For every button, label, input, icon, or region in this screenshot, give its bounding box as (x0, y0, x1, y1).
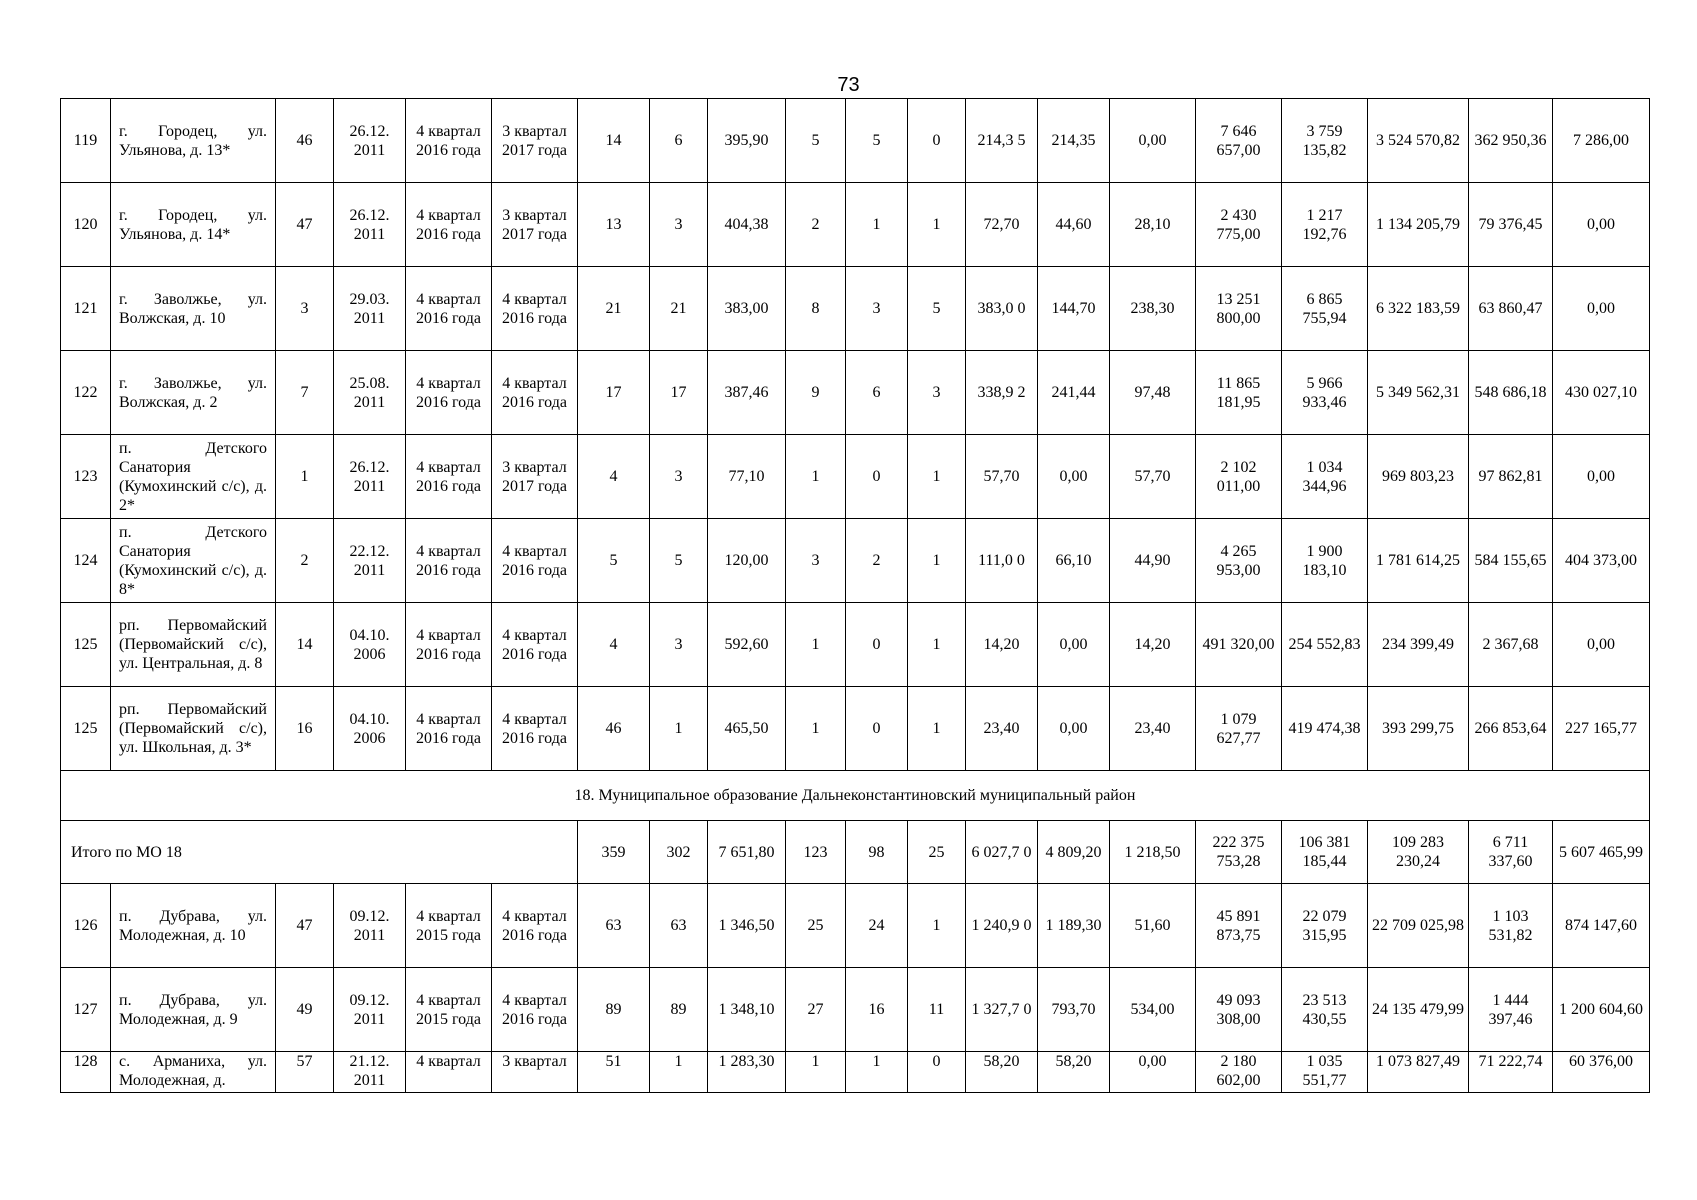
col-4-cell: 25 (786, 884, 846, 968)
doc-date-cell: 26.12. 2011 (334, 99, 406, 183)
col-14-cell: 0,00 (1553, 603, 1650, 687)
col-3-cell: 1 283,30 (708, 1052, 786, 1093)
total-col-1-cell: 359 (578, 821, 650, 884)
col-12-cell: 5 349 562,31 (1368, 351, 1469, 435)
doc-date-cell: 04.10. 2006 (334, 603, 406, 687)
col-11-cell: 1 035 551,77 (1282, 1052, 1368, 1093)
table-row (61, 968, 1650, 1052)
col-1-cell: 4 (578, 603, 650, 687)
col-9-cell: 534,00 (1110, 968, 1196, 1052)
col-12-cell: 3 524 570,82 (1368, 99, 1469, 183)
col-11-cell: 419 474,38 (1282, 687, 1368, 771)
col-11-cell: 5 966 933,46 (1282, 351, 1368, 435)
col-4-cell: 27 (786, 968, 846, 1052)
col-8-cell: 0,00 (1038, 687, 1110, 771)
col-6-cell: 1 (908, 183, 966, 267)
doc-number-cell: 57 (276, 1052, 334, 1093)
col-6-cell: 1 (908, 603, 966, 687)
doc-number-cell: 46 (276, 99, 334, 183)
col-2-cell: 6 (650, 99, 708, 183)
col-9-cell: 57,70 (1110, 435, 1196, 519)
col-7-cell: 72,70 (966, 183, 1038, 267)
col-11-cell: 6 865 755,94 (1282, 267, 1368, 351)
col-10-cell: 4 265 953,00 (1196, 519, 1282, 603)
total-col-2-cell: 302 (650, 821, 708, 884)
col-10-cell: 49 093 308,00 (1196, 968, 1282, 1052)
col-7-cell: 23,40 (966, 687, 1038, 771)
row-number-cell: 121 (61, 267, 111, 351)
total-row (61, 821, 1650, 884)
col-8-cell: 0,00 (1038, 435, 1110, 519)
plan-start-cell: 4 квартал 2016 года (406, 435, 492, 519)
col-10-cell: 491 320,00 (1196, 603, 1282, 687)
col-6-cell: 3 (908, 351, 966, 435)
doc-number-cell: 1 (276, 435, 334, 519)
col-11-cell: 23 513 430,55 (1282, 968, 1368, 1052)
col-9-cell: 14,20 (1110, 603, 1196, 687)
col-14-cell: 404 373,00 (1553, 519, 1650, 603)
row-number-cell: 128 (61, 1052, 111, 1093)
total-col-12-cell: 109 283 230,24 (1368, 821, 1469, 884)
col-8-cell: 241,44 (1038, 351, 1110, 435)
col-11-cell: 1 217 192,76 (1282, 183, 1368, 267)
plan-start-cell: 4 квартал 2016 года (406, 687, 492, 771)
address-cell: рп. Первомайский (Первомайский с/с), ул. Школьная, д. 3* (111, 687, 276, 771)
row-number-cell: 126 (61, 884, 111, 968)
col-10-cell: 2 430 775,00 (1196, 183, 1282, 267)
plan-start-cell: 4 квартал 2016 года (406, 267, 492, 351)
col-3-cell: 77,10 (708, 435, 786, 519)
col-3-cell: 383,00 (708, 267, 786, 351)
doc-date-cell: 29.03. 2011 (334, 267, 406, 351)
total-col-10-cell: 222 375 753,28 (1196, 821, 1282, 884)
col-4-cell: 2 (786, 183, 846, 267)
col-5-cell: 2 (846, 519, 908, 603)
plan-end-cell: 4 квартал 2016 года (492, 968, 578, 1052)
col-7-cell: 1 327,7 0 (966, 968, 1038, 1052)
total-label: Итого по МО 18 (61, 821, 578, 884)
plan-end-cell: 3 квартал 2017 года (492, 435, 578, 519)
col-1-cell: 5 (578, 519, 650, 603)
col-4-cell: 1 (786, 687, 846, 771)
address-cell: г. Заволжье, ул. Волжская, д. 10 (111, 267, 276, 351)
col-8-cell: 793,70 (1038, 968, 1110, 1052)
plan-start-cell: 4 квартал 2016 года (406, 603, 492, 687)
col-2-cell: 1 (650, 687, 708, 771)
doc-number-cell: 47 (276, 183, 334, 267)
col-14-cell: 0,00 (1553, 183, 1650, 267)
doc-date-cell: 26.12. 2011 (334, 435, 406, 519)
col-3-cell: 592,60 (708, 603, 786, 687)
col-5-cell: 0 (846, 435, 908, 519)
col-8-cell: 44,60 (1038, 183, 1110, 267)
col-7-cell: 383,0 0 (966, 267, 1038, 351)
col-5-cell: 24 (846, 884, 908, 968)
total-col-8-cell: 4 809,20 (1038, 821, 1110, 884)
doc-date-cell: 09.12. 2011 (334, 968, 406, 1052)
col-5-cell: 5 (846, 99, 908, 183)
plan-start-cell: 4 квартал 2016 года (406, 351, 492, 435)
table-row (61, 435, 1650, 519)
col-1-cell: 51 (578, 1052, 650, 1093)
col-6-cell: 0 (908, 1052, 966, 1093)
col-14-cell: 7 286,00 (1553, 99, 1650, 183)
plan-start-cell: 4 квартал 2016 года (406, 519, 492, 603)
plan-start-cell: 4 квартал 2016 года (406, 99, 492, 183)
row-number-cell: 124 (61, 519, 111, 603)
col-2-cell: 1 (650, 1052, 708, 1093)
col-14-cell: 60 376,00 (1553, 1052, 1650, 1093)
address-cell: г. Городец, ул. Ульянова, д. 13* (111, 99, 276, 183)
col-9-cell: 23,40 (1110, 687, 1196, 771)
total-col-11-cell: 106 381 185,44 (1282, 821, 1368, 884)
address-cell: г. Городец, ул. Ульянова, д. 14* (111, 183, 276, 267)
doc-number-cell: 7 (276, 351, 334, 435)
col-5-cell: 3 (846, 267, 908, 351)
col-11-cell: 22 079 315,95 (1282, 884, 1368, 968)
address-cell: п. Детского Санатория (Кумохинский с/с), д. 2* (111, 435, 276, 519)
col-5-cell: 16 (846, 968, 908, 1052)
col-2-cell: 63 (650, 884, 708, 968)
col-5-cell: 0 (846, 603, 908, 687)
total-col-3-cell: 7 651,80 (708, 821, 786, 884)
col-6-cell: 0 (908, 99, 966, 183)
col-12-cell: 6 322 183,59 (1368, 267, 1469, 351)
doc-number-cell: 14 (276, 603, 334, 687)
address-cell: п. Детского Санатория (Кумохинский с/с), д. 8* (111, 519, 276, 603)
col-13-cell: 71 222,74 (1469, 1052, 1553, 1093)
col-12-cell: 1 073 827,49 (1368, 1052, 1469, 1093)
plan-end-cell: 4 квартал 2016 года (492, 267, 578, 351)
doc-number-cell: 49 (276, 968, 334, 1052)
col-12-cell: 1 134 205,79 (1368, 183, 1469, 267)
col-13-cell: 63 860,47 (1469, 267, 1553, 351)
row-number-cell: 127 (61, 968, 111, 1052)
col-4-cell: 1 (786, 603, 846, 687)
col-13-cell: 548 686,18 (1469, 351, 1553, 435)
table-row (61, 603, 1650, 687)
col-4-cell: 1 (786, 1052, 846, 1093)
col-1-cell: 13 (578, 183, 650, 267)
col-11-cell: 1 034 344,96 (1282, 435, 1368, 519)
plan-end-cell: 4 квартал 2016 года (492, 519, 578, 603)
col-7-cell: 111,0 0 (966, 519, 1038, 603)
col-2-cell: 89 (650, 968, 708, 1052)
col-7-cell: 338,9 2 (966, 351, 1038, 435)
plan-end-cell: 3 квартал (492, 1052, 578, 1093)
col-9-cell: 51,60 (1110, 884, 1196, 968)
col-12-cell: 234 399,49 (1368, 603, 1469, 687)
col-7-cell: 58,20 (966, 1052, 1038, 1093)
total-col-5-cell: 98 (846, 821, 908, 884)
col-14-cell: 430 027,10 (1553, 351, 1650, 435)
col-13-cell: 266 853,64 (1469, 687, 1553, 771)
col-1-cell: 21 (578, 267, 650, 351)
col-6-cell: 11 (908, 968, 966, 1052)
total-col-6-cell: 25 (908, 821, 966, 884)
col-7-cell: 1 240,9 0 (966, 884, 1038, 968)
col-3-cell: 404,38 (708, 183, 786, 267)
plan-start-cell: 4 квартал 2015 года (406, 968, 492, 1052)
col-12-cell: 24 135 479,99 (1368, 968, 1469, 1052)
col-13-cell: 97 862,81 (1469, 435, 1553, 519)
doc-number-cell: 16 (276, 687, 334, 771)
table-row (61, 183, 1650, 267)
col-12-cell: 393 299,75 (1368, 687, 1469, 771)
table-row (61, 884, 1650, 968)
col-5-cell: 0 (846, 687, 908, 771)
row-number-cell: 125 (61, 687, 111, 771)
col-1-cell: 89 (578, 968, 650, 1052)
doc-date-cell: 09.12. 2011 (334, 884, 406, 968)
total-col-13-cell: 6 711 337,60 (1469, 821, 1553, 884)
table-row (61, 1052, 1650, 1093)
col-4-cell: 1 (786, 435, 846, 519)
table-row (61, 99, 1650, 183)
doc-date-cell: 26.12. 2011 (334, 183, 406, 267)
col-8-cell: 58,20 (1038, 1052, 1110, 1093)
address-cell: с. Арманиха, ул. Молодежная, д. (111, 1052, 276, 1093)
col-7-cell: 214,3 5 (966, 99, 1038, 183)
plan-end-cell: 3 квартал 2017 года (492, 99, 578, 183)
col-13-cell: 1 444 397,46 (1469, 968, 1553, 1052)
col-7-cell: 57,70 (966, 435, 1038, 519)
col-5-cell: 1 (846, 183, 908, 267)
col-12-cell: 1 781 614,25 (1368, 519, 1469, 603)
col-10-cell: 2 102 011,00 (1196, 435, 1282, 519)
col-10-cell: 2 180 602,00 (1196, 1052, 1282, 1093)
col-13-cell: 79 376,45 (1469, 183, 1553, 267)
col-5-cell: 1 (846, 1052, 908, 1093)
col-3-cell: 1 348,10 (708, 968, 786, 1052)
col-8-cell: 144,70 (1038, 267, 1110, 351)
col-9-cell: 0,00 (1110, 1052, 1196, 1093)
col-9-cell: 44,90 (1110, 519, 1196, 603)
col-6-cell: 1 (908, 687, 966, 771)
col-12-cell: 969 803,23 (1368, 435, 1469, 519)
col-2-cell: 3 (650, 603, 708, 687)
col-2-cell: 21 (650, 267, 708, 351)
col-5-cell: 6 (846, 351, 908, 435)
doc-date-cell: 25.08. 2011 (334, 351, 406, 435)
table-row (61, 519, 1650, 603)
row-number-cell: 125 (61, 603, 111, 687)
col-1-cell: 4 (578, 435, 650, 519)
doc-date-cell: 22.12. 2011 (334, 519, 406, 603)
col-10-cell: 45 891 873,75 (1196, 884, 1282, 968)
col-11-cell: 1 900 183,10 (1282, 519, 1368, 603)
col-4-cell: 5 (786, 99, 846, 183)
section-title: 18. Муниципальное образование Дальнеконстантиновский муниципальный район (61, 771, 1650, 821)
col-11-cell: 254 552,83 (1282, 603, 1368, 687)
plan-end-cell: 4 квартал 2016 года (492, 687, 578, 771)
col-7-cell: 14,20 (966, 603, 1038, 687)
table-row (61, 687, 1650, 771)
col-4-cell: 8 (786, 267, 846, 351)
plan-end-cell: 4 квартал 2016 года (492, 884, 578, 968)
section-row (61, 771, 1650, 821)
col-14-cell: 874 147,60 (1553, 884, 1650, 968)
col-14-cell: 0,00 (1553, 435, 1650, 519)
col-8-cell: 214,35 (1038, 99, 1110, 183)
col-2-cell: 3 (650, 183, 708, 267)
table-row (61, 267, 1650, 351)
data-table (60, 98, 1650, 1093)
total-col-9-cell: 1 218,50 (1110, 821, 1196, 884)
doc-number-cell: 47 (276, 884, 334, 968)
page-number: 73 (837, 74, 860, 96)
row-number-cell: 119 (61, 99, 111, 183)
col-14-cell: 227 165,77 (1553, 687, 1650, 771)
col-2-cell: 17 (650, 351, 708, 435)
col-1-cell: 46 (578, 687, 650, 771)
col-4-cell: 3 (786, 519, 846, 603)
col-9-cell: 97,48 (1110, 351, 1196, 435)
col-6-cell: 1 (908, 435, 966, 519)
col-8-cell: 0,00 (1038, 603, 1110, 687)
row-number-cell: 122 (61, 351, 111, 435)
doc-date-cell: 21.12. 2011 (334, 1052, 406, 1093)
plan-start-cell: 4 квартал 2016 года (406, 183, 492, 267)
col-10-cell: 11 865 181,95 (1196, 351, 1282, 435)
col-8-cell: 66,10 (1038, 519, 1110, 603)
total-col-14-cell: 5 607 465,99 (1553, 821, 1650, 884)
col-3-cell: 120,00 (708, 519, 786, 603)
col-11-cell: 3 759 135,82 (1282, 99, 1368, 183)
col-4-cell: 9 (786, 351, 846, 435)
col-3-cell: 395,90 (708, 99, 786, 183)
doc-number-cell: 3 (276, 267, 334, 351)
col-3-cell: 1 346,50 (708, 884, 786, 968)
doc-date-cell: 04.10. 2006 (334, 687, 406, 771)
plan-start-cell: 4 квартал (406, 1052, 492, 1093)
col-9-cell: 238,30 (1110, 267, 1196, 351)
row-number-cell: 120 (61, 183, 111, 267)
col-13-cell: 362 950,36 (1469, 99, 1553, 183)
plan-start-cell: 4 квартал 2015 года (406, 884, 492, 968)
col-3-cell: 465,50 (708, 687, 786, 771)
col-10-cell: 7 646 657,00 (1196, 99, 1282, 183)
total-col-4-cell: 123 (786, 821, 846, 884)
col-14-cell: 1 200 604,60 (1553, 968, 1650, 1052)
col-6-cell: 1 (908, 519, 966, 603)
address-cell: рп. Первомайский (Первомайский с/с), ул. Центральная, д. 8 (111, 603, 276, 687)
col-12-cell: 22 709 025,98 (1368, 884, 1469, 968)
col-14-cell: 0,00 (1553, 267, 1650, 351)
address-cell: п. Дубрава, ул. Молодежная, д. 9 (111, 968, 276, 1052)
table-row (61, 351, 1650, 435)
total-col-7-cell: 6 027,7 0 (966, 821, 1038, 884)
col-6-cell: 1 (908, 884, 966, 968)
col-9-cell: 28,10 (1110, 183, 1196, 267)
col-1-cell: 17 (578, 351, 650, 435)
col-2-cell: 3 (650, 435, 708, 519)
col-8-cell: 1 189,30 (1038, 884, 1110, 968)
col-10-cell: 13 251 800,00 (1196, 267, 1282, 351)
doc-number-cell: 2 (276, 519, 334, 603)
plan-end-cell: 3 квартал 2017 года (492, 183, 578, 267)
col-13-cell: 2 367,68 (1469, 603, 1553, 687)
col-9-cell: 0,00 (1110, 99, 1196, 183)
row-number-cell: 123 (61, 435, 111, 519)
plan-end-cell: 4 квартал 2016 года (492, 351, 578, 435)
col-2-cell: 5 (650, 519, 708, 603)
col-3-cell: 387,46 (708, 351, 786, 435)
col-1-cell: 63 (578, 884, 650, 968)
col-6-cell: 5 (908, 267, 966, 351)
col-13-cell: 1 103 531,82 (1469, 884, 1553, 968)
col-1-cell: 14 (578, 99, 650, 183)
address-cell: п. Дубрава, ул. Молодежная, д. 10 (111, 884, 276, 968)
address-cell: г. Заволжье, ул. Волжская, д. 2 (111, 351, 276, 435)
plan-end-cell: 4 квартал 2016 года (492, 603, 578, 687)
col-13-cell: 584 155,65 (1469, 519, 1553, 603)
col-10-cell: 1 079 627,77 (1196, 687, 1282, 771)
